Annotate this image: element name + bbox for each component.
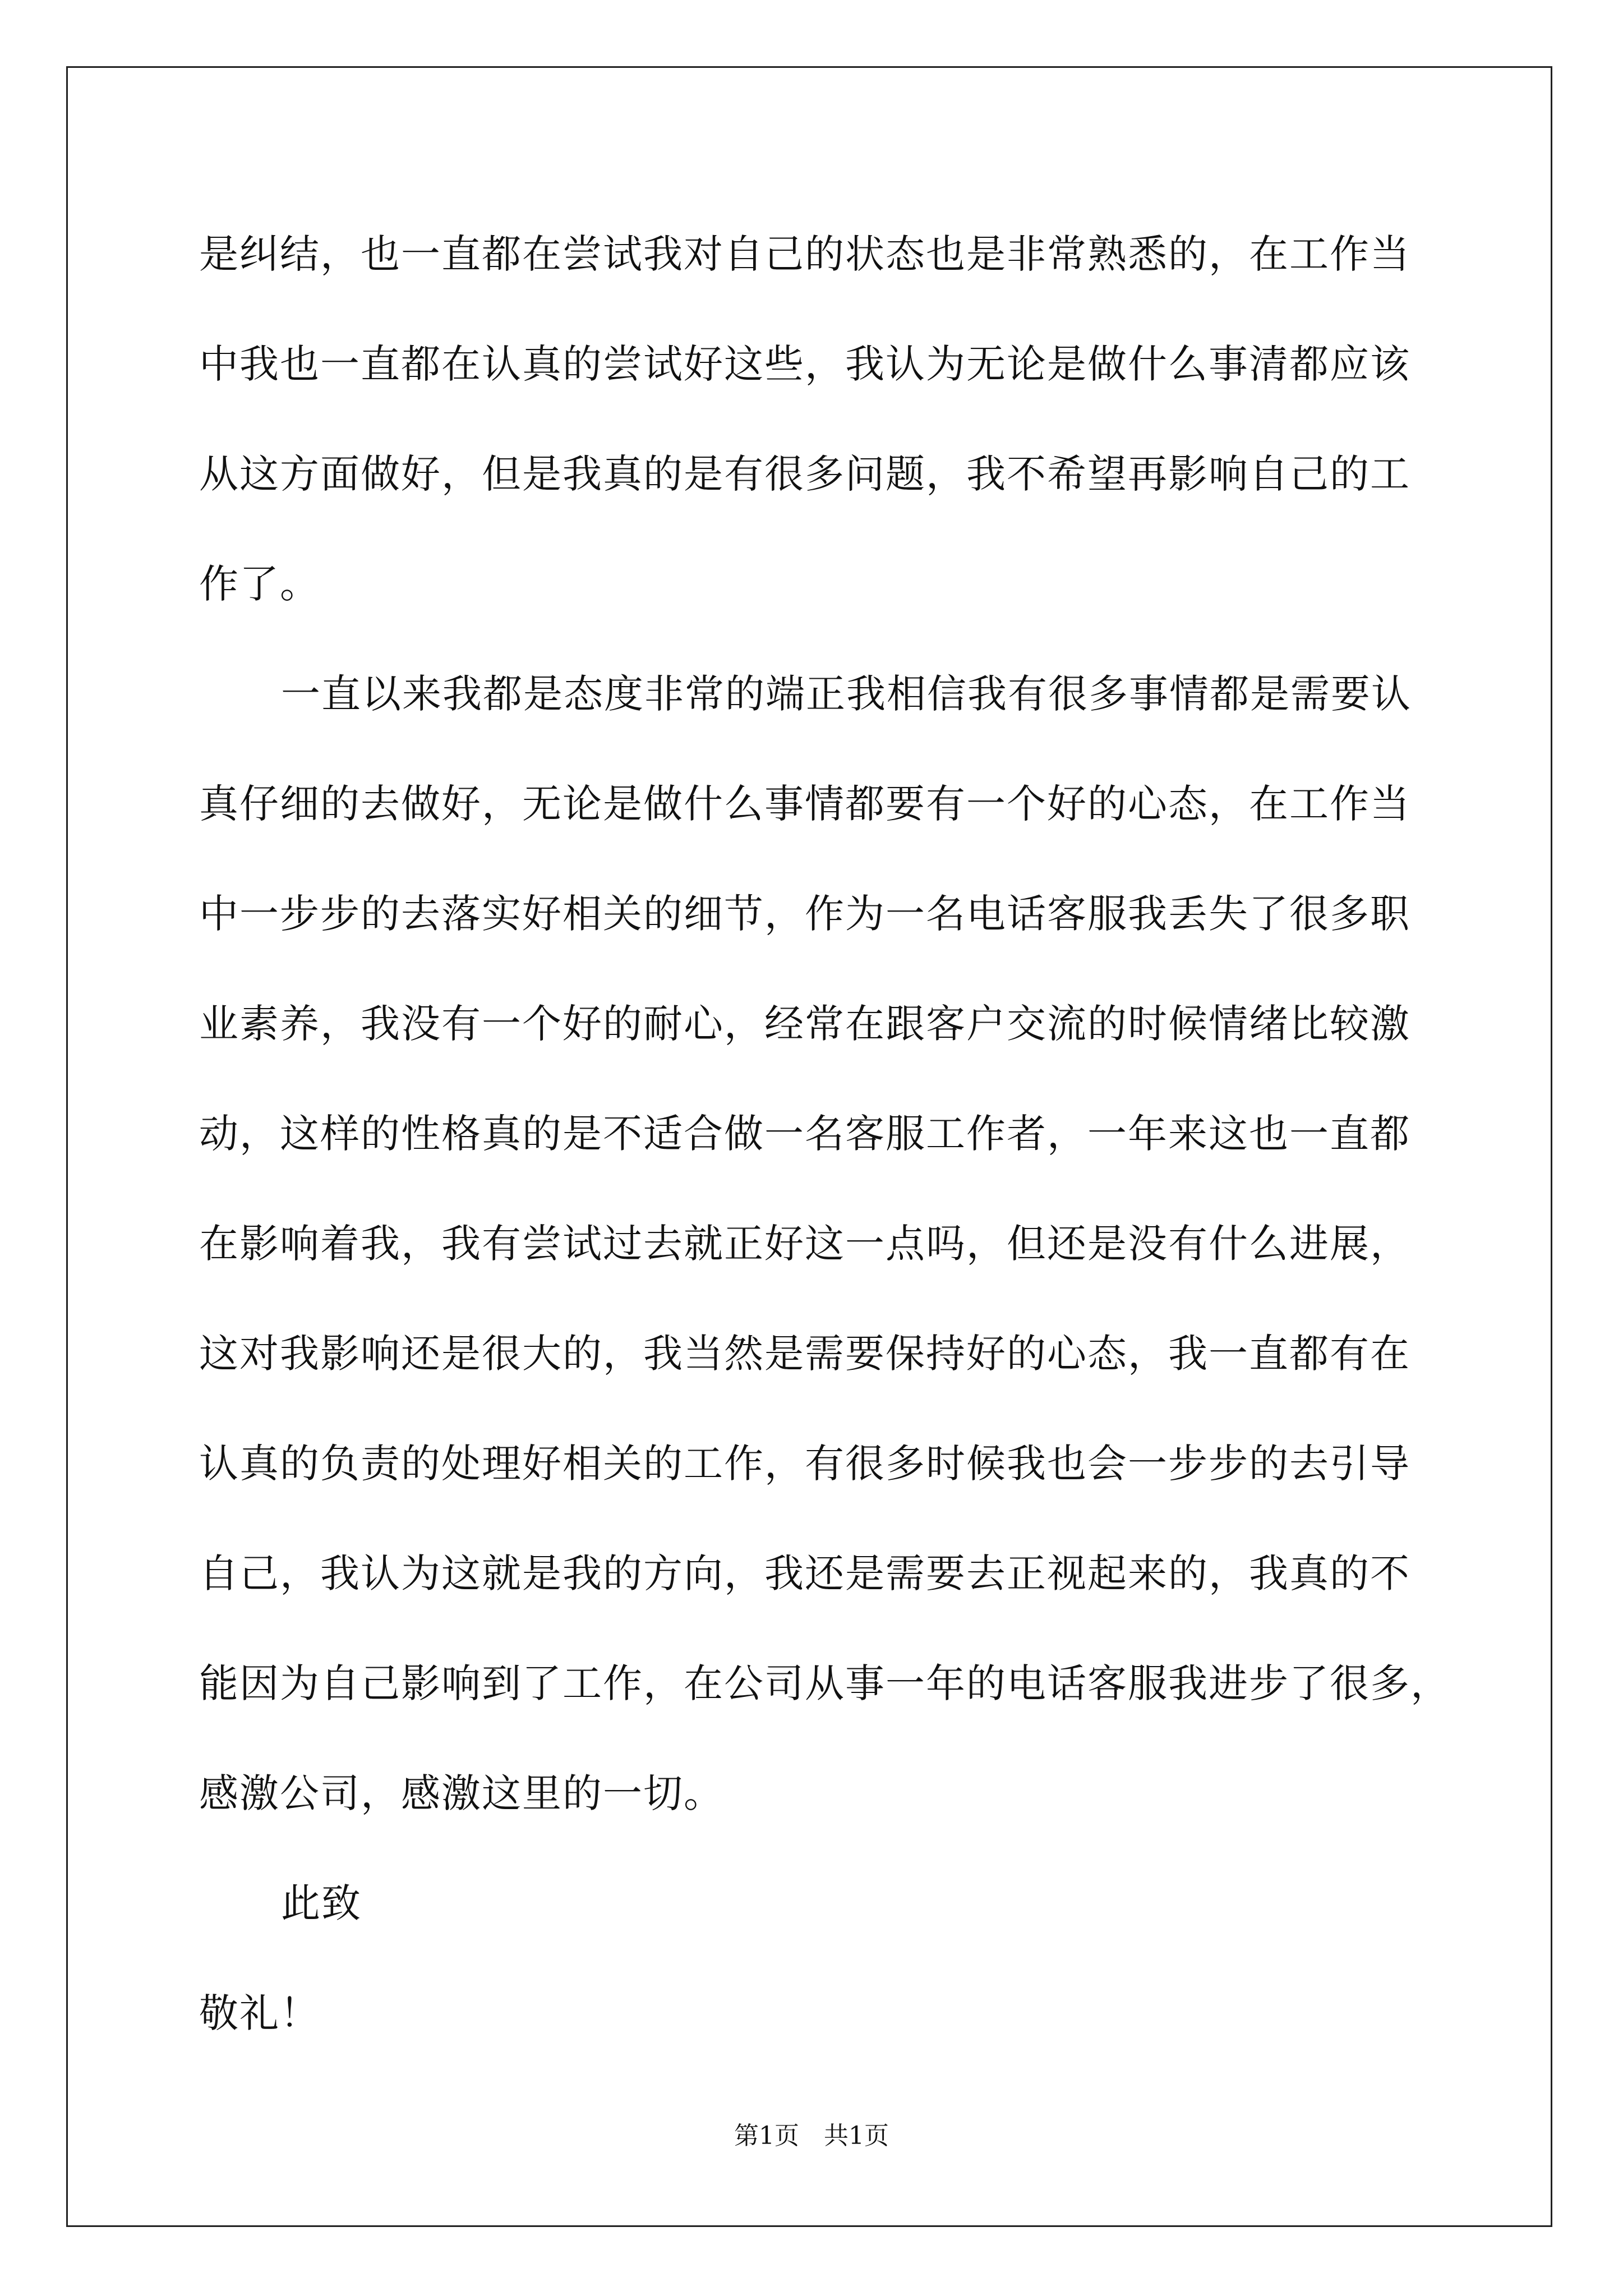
text-line: 认真的负责的处理好相关的工作，有很多时候我也会一步步的去引导: [199, 1441, 1410, 1487]
text-line: 这对我影响还是很大的，我当然是需要保持好的心态，我一直都有在: [199, 1331, 1410, 1377]
text-line: 真仔细的去做好，无论是做什么事情都要有一个好的心态，在工作当: [199, 781, 1410, 827]
text-line: 感激公司，感激这里的一切。: [199, 1770, 724, 1816]
text-line: 中我也一直都在认真的尝试好这些，我认为无论是做什么事清都应该: [199, 341, 1410, 387]
text-line: 在影响着我，我有尝试过去就正好这一点吗，但还是没有什么进展，: [199, 1221, 1410, 1267]
paragraph-start-line: 一直以来我都是态度非常的端正我相信我有很多事情都是需要认: [281, 671, 1412, 717]
text-line: 作了。: [199, 561, 320, 607]
text-line: 能因为自己影响到了工作，在公司从事一年的电话客服我进步了很多，: [199, 1660, 1451, 1706]
text-line: 动，这样的性格真的是不适合做一名客服工作者，一年来这也一直都: [199, 1111, 1410, 1157]
letter-body: [199, 199, 1451, 2068]
text-line: 中一步步的去落实好相关的细节，作为一名电话客服我丢失了很多职: [199, 891, 1410, 937]
text-line: 从这方面做好，但是我真的是有很多问题，我不希望再影响自己的工: [199, 451, 1410, 497]
text-line: 业素养，我没有一个好的耐心，经常在跟客户交流的时候情绪比较激: [199, 1001, 1410, 1047]
closing-salutation: 此致: [281, 1880, 362, 1926]
text-line: 自己，我认为这就是我的方向，我还是需要去正视起来的，我真的不: [199, 1550, 1410, 1596]
page-number-footer: 第1页 共1页: [734, 2122, 889, 2150]
closing-regards: 敬礼！: [199, 1990, 320, 2036]
text-line: 是纠结，也一直都在尝试我对自己的状态也是非常熟悉的，在工作当: [199, 231, 1410, 277]
